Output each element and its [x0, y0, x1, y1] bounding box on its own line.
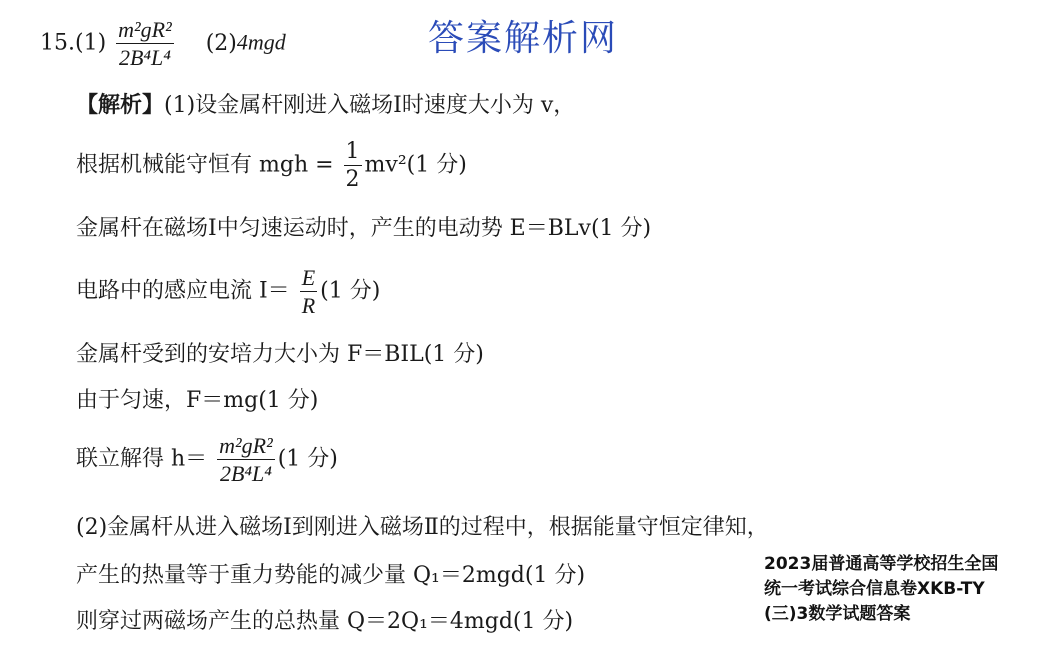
source-caption [764, 552, 998, 627]
half-denominator: 2 [345, 167, 360, 193]
caption-line-3: (三)3数学试题答案 [764, 604, 911, 624]
solution-line-3: 金属杆在磁场Ⅰ中匀速运动时，产生的电动势 E＝BLv(1 分) [76, 216, 652, 241]
solution-line-2-tail: mv²(1 分) [364, 152, 467, 178]
solution-line-1 [76, 94, 575, 117]
e-over-r-fraction [300, 266, 317, 317]
half-fraction [344, 140, 362, 191]
h-numerator: m²gR² [217, 434, 275, 460]
solution-line-5: 金属杆受到的安培力大小为 F＝BIL(1 分) [76, 342, 484, 367]
part1-fraction [116, 18, 174, 69]
h-denominator: 2B⁴L⁴ [219, 461, 272, 487]
solution-line-2 [76, 140, 467, 191]
solution-line-4-text: 电路中的感应电流 I＝ [76, 278, 290, 304]
solution-line-4-tail: (1 分) [320, 278, 381, 304]
solution-line-7 [76, 434, 338, 485]
solution-line-8: (2)金属杆从进入磁场Ⅰ到刚进入磁场Ⅱ的过程中，根据能量守恒定律知， [76, 515, 769, 540]
part1-denominator: 2B⁴L⁴ [118, 45, 171, 71]
solution-tag: 【解析】 [76, 92, 165, 118]
solution-line-4 [76, 266, 380, 317]
answer-header [40, 17, 286, 71]
solution-line-10: 则穿过两磁场产生的总热量 Q＝2Q₁＝4mgd(1 分) [76, 609, 574, 634]
solution-line-7-tail: (1 分) [277, 446, 338, 472]
half-numerator: 1 [344, 140, 362, 166]
watermark-text: 答案解析网 [428, 18, 619, 59]
part2-label: (2) [205, 30, 237, 56]
question-number: 15. [40, 30, 75, 56]
part2-answer: 4mgd [236, 29, 286, 55]
e-numerator: E [300, 266, 317, 292]
part1-label: (1) [75, 30, 107, 56]
caption-line-2: 统一考试综合信息卷XKB-TY [764, 579, 985, 599]
solution-line-7-text: 联立解得 h＝ [76, 446, 208, 472]
solution-line-2-text: 根据机械能守恒有 mgh = [76, 152, 334, 178]
solution-line-9: 产生的热量等于重力势能的减少量 Q₁＝2mgd(1 分) [76, 563, 586, 588]
solution-line-6: 由于匀速，F＝mg(1 分) [76, 388, 319, 413]
r-denominator: R [301, 293, 316, 319]
h-fraction [217, 434, 275, 485]
part1-numerator: m²gR² [116, 18, 174, 44]
solution-line-1-text: (1)设金属杆刚进入磁场Ⅰ时速度大小为 v， [164, 93, 576, 118]
caption-line-1: 2023届普通高等学校招生全国 [764, 554, 999, 574]
